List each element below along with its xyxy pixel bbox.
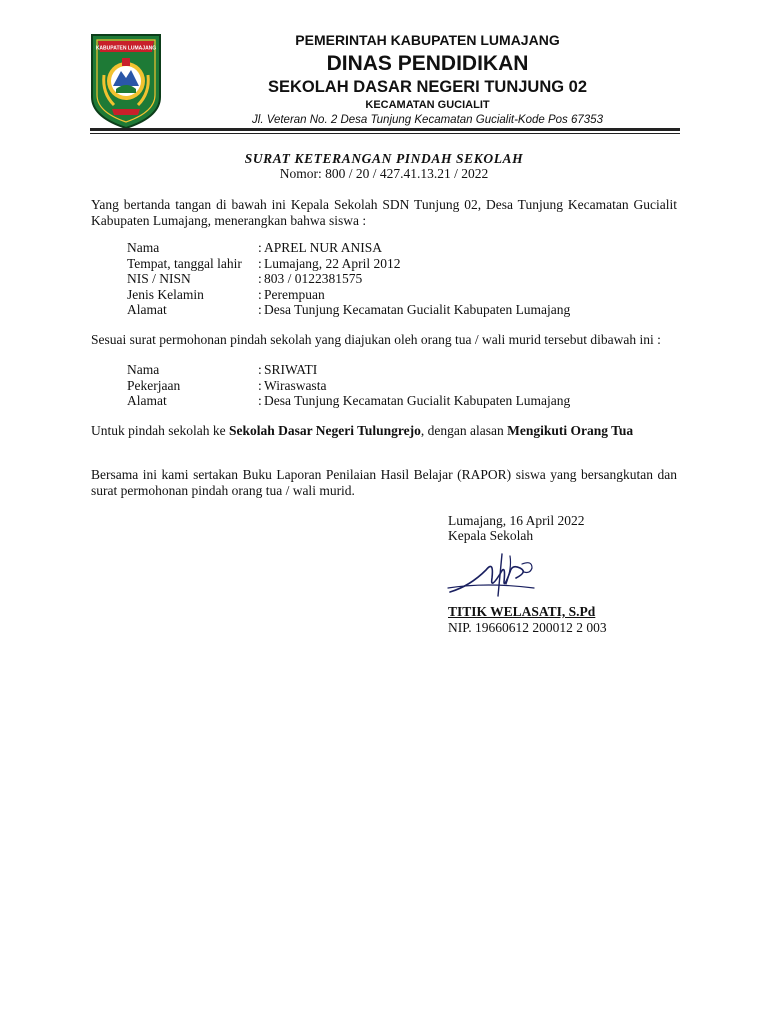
field-separator: : (258, 362, 262, 377)
field-label: Nama (127, 240, 160, 255)
letterhead-school: SEKOLAH DASAR NEGERI TUNJUNG 02 (267, 78, 588, 96)
field-separator: : (258, 286, 262, 302)
document-number: Nomor: 800 / 20 / 427.41.13.21 / 2022 (279, 166, 489, 181)
intro-paragraph: Yang bertanda tangan di bawah ini Kepala Sekolah SDN Tunjung 02, Desa Tunjung Kecamatan Gucialit Kabupaten Lumajang, menerangkan bahwa siswa : (91, 197, 677, 228)
field-value: 803 / 0122381575 (264, 271, 363, 286)
field-label: Jenis Kelamin (127, 286, 204, 302)
signature-role: Kepala Sekolah (448, 528, 534, 543)
letterhead-address: Jl. Veteran No. 2 Desa Tunjung Kecamatan Gucialit-Kode Pos 67353 (252, 114, 603, 126)
letterhead-agency: DINAS PENDIDIKAN (326, 52, 529, 75)
field-value: Desa Tunjung Kecamatan Gucialit Kabupaten Lumajang (264, 302, 571, 317)
document-title: SURAT KETERANGAN PINDAH SEKOLAH (244, 151, 524, 166)
field-separator: : (258, 377, 262, 393)
transfer-paragraph (91, 423, 677, 439)
student-field-row (127, 302, 570, 318)
letterhead-district: KECAMATAN GUCIALIT (365, 99, 490, 111)
parent-field-row (127, 393, 570, 409)
field-label: Alamat (127, 393, 167, 408)
letterhead-divider-thick (90, 128, 680, 131)
kabupaten-lumajang-logo (88, 31, 164, 131)
field-label: Tempat, tanggal lahir (127, 255, 242, 271)
parent-intro-paragraph: Sesuai surat permohonan pindah sekolah yang diajukan oleh orang tua / wali murid tersebut dibawah ini : (91, 332, 661, 347)
student-field-row (127, 256, 570, 272)
field-value: Wiraswasta (264, 377, 327, 393)
field-value: Lumajang, 22 April 2012 (264, 255, 401, 271)
field-separator: : (258, 255, 262, 271)
transfer-reason: Mengikuti Orang Tua (507, 423, 634, 438)
handwritten-signature (446, 548, 558, 598)
attachment-paragraph: Bersama ini kami sertakan Buku Laporan Penilaian Hasil Belajar (RAPOR) siswa yang bersangkutan dan surat permohonan pindah orang tua / wali murid. (91, 467, 677, 498)
destination-school: Sekolah Dasar Negeri Tulungrejo (228, 423, 421, 438)
transfer-middle: , dengan alasan (420, 423, 508, 438)
student-details (127, 240, 570, 318)
transfer-prefix: Untuk pindah sekolah ke (91, 423, 229, 438)
logo-text: KABUPATEN LUMAJANG (95, 45, 157, 52)
field-value: APREL NUR ANISA (264, 240, 383, 255)
letterhead-government: PEMERINTAH KABUPATEN LUMAJANG (295, 32, 560, 48)
field-label: NIS / NISN (127, 271, 191, 286)
signatory-name: TITIK WELASATI, S.Pd (448, 604, 596, 619)
field-value: Perempuan (264, 286, 325, 302)
field-label: Nama (127, 362, 160, 377)
parent-field-row (127, 378, 570, 394)
field-separator: : (258, 271, 262, 286)
student-field-row (127, 287, 570, 303)
student-field-row (127, 240, 570, 256)
field-label: Pekerjaan (127, 377, 181, 393)
student-field-row (127, 271, 570, 287)
signature-place-date: Lumajang, 16 April 2022 (448, 513, 585, 528)
letterhead-divider-thin (90, 133, 680, 134)
field-label: Alamat (127, 302, 167, 317)
parent-details (127, 362, 570, 409)
parent-field-row (127, 362, 570, 378)
field-value: Desa Tunjung Kecamatan Gucialit Kabupaten Lumajang (264, 393, 571, 408)
field-separator: : (258, 302, 262, 317)
field-separator: : (258, 240, 262, 255)
field-separator: : (258, 393, 262, 408)
signatory-nip: NIP. 19660612 200012 2 003 (448, 620, 607, 635)
field-value: SRIWATI (264, 362, 318, 377)
